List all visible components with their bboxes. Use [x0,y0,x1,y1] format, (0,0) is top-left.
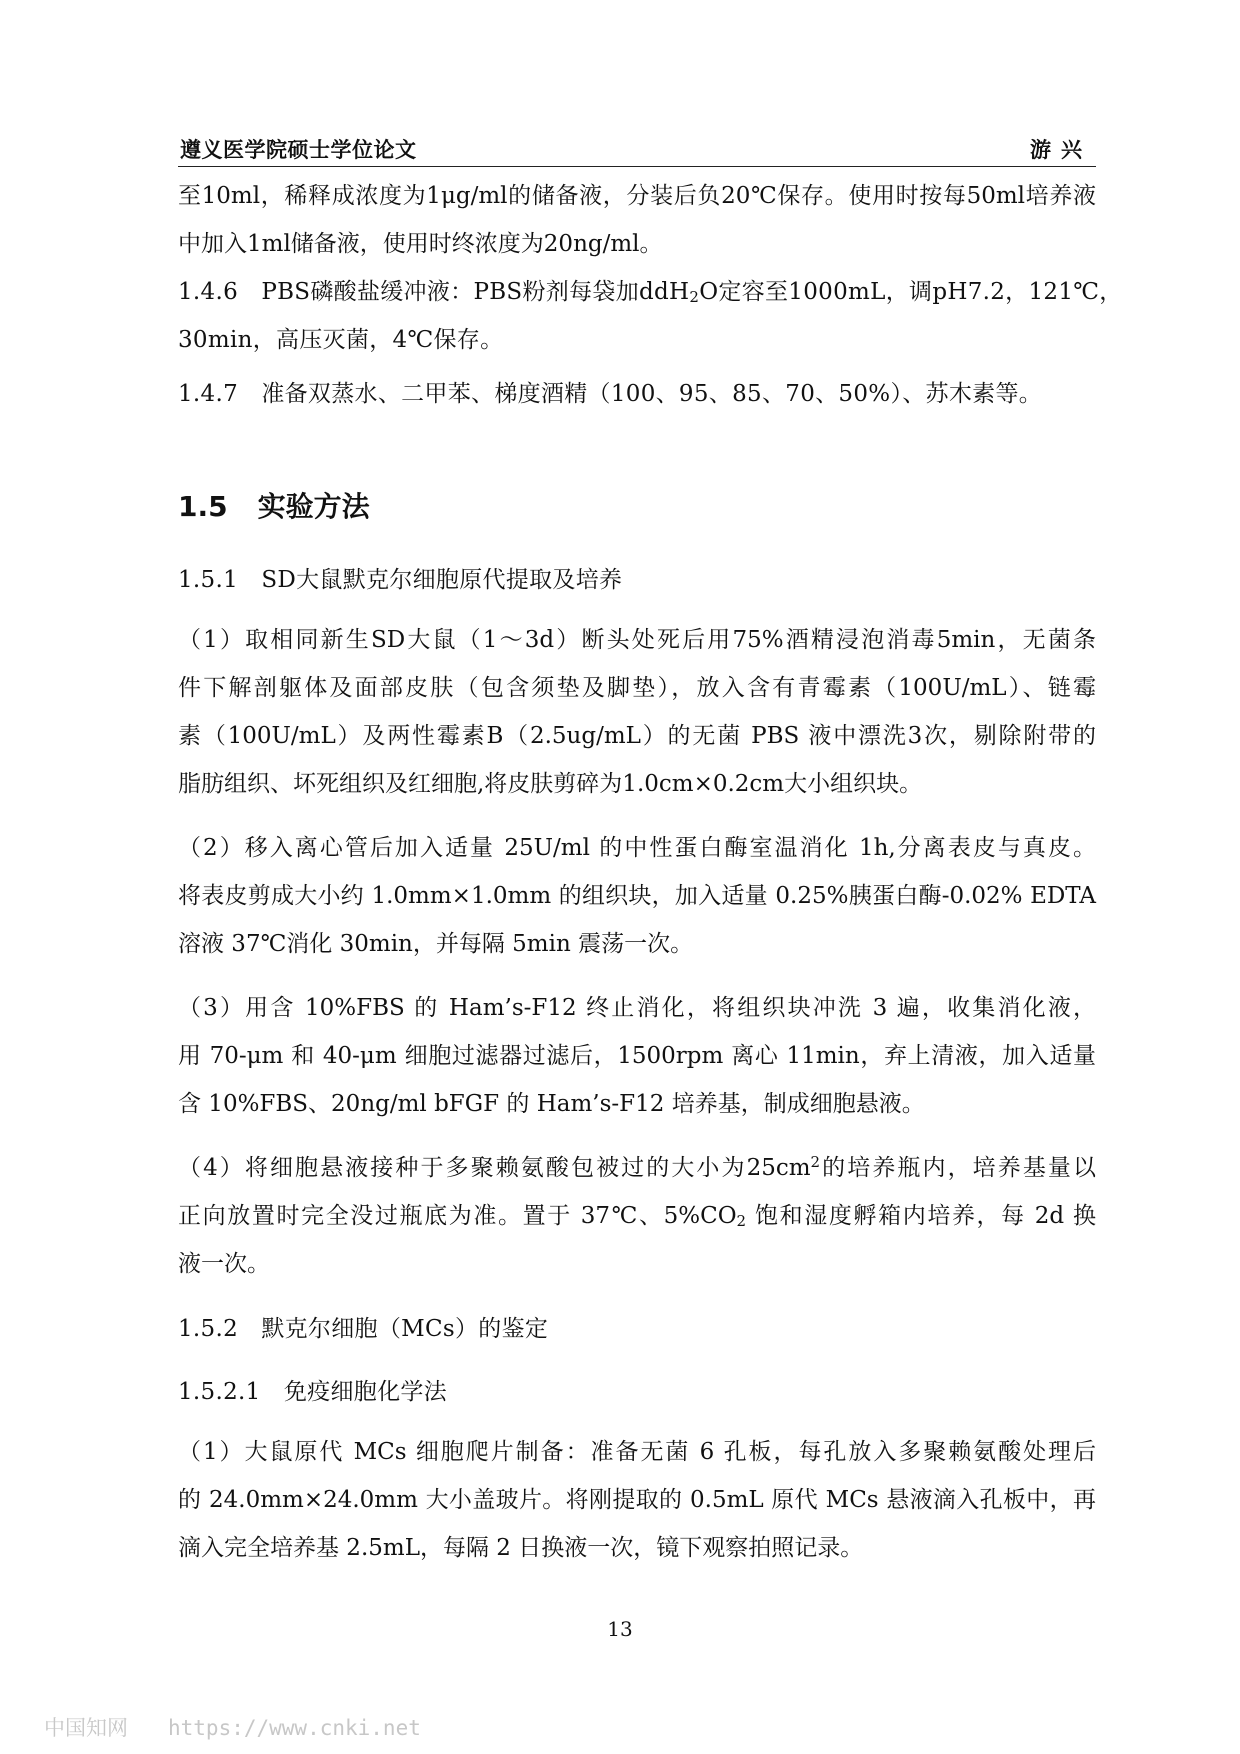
text-line: 含 10%FBS、20ng/ml bFGF 的 Ham’s-F12 培养基，制成细胞悬液。 [178,1091,925,1117]
text-line: 件下解剖躯体及面部皮肤（包含须垫及脚垫），放入含有青霉素（100U/mL）、链霉 [178,675,1096,701]
text-line: （3）用含 10%FBS 的 Ham’s-F12 终止消化，将组织块冲洗 3 遍，收集消化液， [178,995,1096,1021]
section-heading-1-5 [178,485,370,525]
text-line: （2）移入离心管后加入适量 25U/ml 的中性蛋白酶室温消化 1h,分离表皮与真皮。 [178,835,1096,861]
text-segment: 1.4.6 PBS磷酸盐缓冲液：PBS粉剂每袋加ddH [178,279,690,305]
header-author: 游兴 [1030,137,1092,162]
superscript: 2 [810,1153,821,1171]
text-line: 1.4.7 准备双蒸水、二甲苯、梯度酒精（100、95、85、70、50%）、苏木素等。 [178,381,1043,407]
watermark-brand: 中国知网 [44,1716,128,1740]
text-line: 溶液 37℃消化 30min，并每隔 5min 震荡一次。 [178,931,694,957]
subscript: 2 [689,288,700,306]
page-number: 13 [607,1617,633,1641]
section-1-4-6 [178,268,1123,364]
text-line [178,268,1123,316]
text-line: 将表皮剪成大小约 1.0mm×1.0mm 的组织块，加入适量 0.25%胰蛋白酶-0.02% EDTA [178,883,1096,909]
paragraph-step-2 [178,824,1096,968]
text-line: 1.5.1 SD大鼠默克尔细胞原代提取及培养 [178,567,623,593]
paragraph-step-b1 [178,1428,1096,1572]
text-line: 用 70-μm 和 40-μm 细胞过滤器过滤后，1500rpm 离心 11min，弃上清液，加入适量 [178,1043,1096,1069]
paragraph-step-3 [178,984,1096,1128]
text-line: 脂肪组织、坏死组织及红细胞,将皮肤剪碎为1.0cm×0.2cm大小组织块。 [178,771,923,797]
text-line: 素（100U/mL）及两性霉素B（2.5ug/mL）的无菌 PBS 液中漂洗3次，剔除附带的 [178,723,1096,749]
text-segment: O定容至1000mL，调pH7.2，121℃， [699,279,1123,305]
paragraph-step-1 [178,616,1096,808]
paragraph-storage-solution [178,172,1096,268]
watermark-url: https://www.cnki.net [168,1716,421,1740]
section-1-4-7 [178,370,1096,418]
header-thesis-title: 遵义医学院硕士学位论文 [180,137,417,162]
subsection-heading-1-5-2 [178,1305,1096,1353]
heading-title: 实验方法 [257,490,370,523]
text-line: 1.5.2.1 免疫细胞化学法 [178,1379,447,1405]
text-line [178,1144,1096,1192]
subsection-heading-1-5-2-1 [178,1368,1096,1416]
text-line: 液一次。 [178,1251,270,1277]
text-line: 中加入1ml储备液，使用时终浓度为20ng/ml。 [178,231,663,257]
paragraph-step-4 [178,1144,1096,1288]
text-segment: 饱和湿度孵箱内培养，每 2d 换 [746,1203,1096,1229]
heading-number: 1.5 [178,490,228,523]
text-line [178,1192,1096,1240]
subsection-heading-1-5-1 [178,556,1096,604]
text-line: 滴入完全培养基 2.5mL，每隔 2 日换液一次，镜下观察拍照记录。 [178,1535,864,1561]
text-line: 至10ml，稀释成浓度为1μg/ml的储备液，分装后负20℃保存。使用时按每50ml培养液 [178,183,1096,209]
text-line: 1.5.2 默克尔细胞（MCs）的鉴定 [178,1316,549,1342]
text-line: 的 24.0mm×24.0mm 大小盖玻片。将刚提取的 0.5mL 原代 MCs 悬液滴入孔板中，再 [178,1487,1096,1513]
subscript: 2 [736,1212,747,1230]
text-line: （1）大鼠原代 MCs 细胞爬片制备：准备无菌 6 孔板，每孔放入多聚赖氨酸处理后 [178,1439,1096,1465]
text-line: 30min，高压灭菌，4℃保存。 [178,327,504,353]
running-header [178,128,1096,167]
text-segment: 正向放置时完全没过瓶底为准。置于 37℃、5%CO [178,1203,737,1229]
text-segment: 的培养瓶内，培养基量以 [820,1155,1097,1181]
cnki-watermark [44,1712,421,1742]
text-segment: （4）将细胞悬液接种于多聚赖氨酸包被过的大小为25cm [178,1155,811,1181]
text-line: （1）取相同新生SD大鼠（1～3d）断头处死后用75%酒精浸泡消毒5min，无菌条 [178,627,1096,653]
